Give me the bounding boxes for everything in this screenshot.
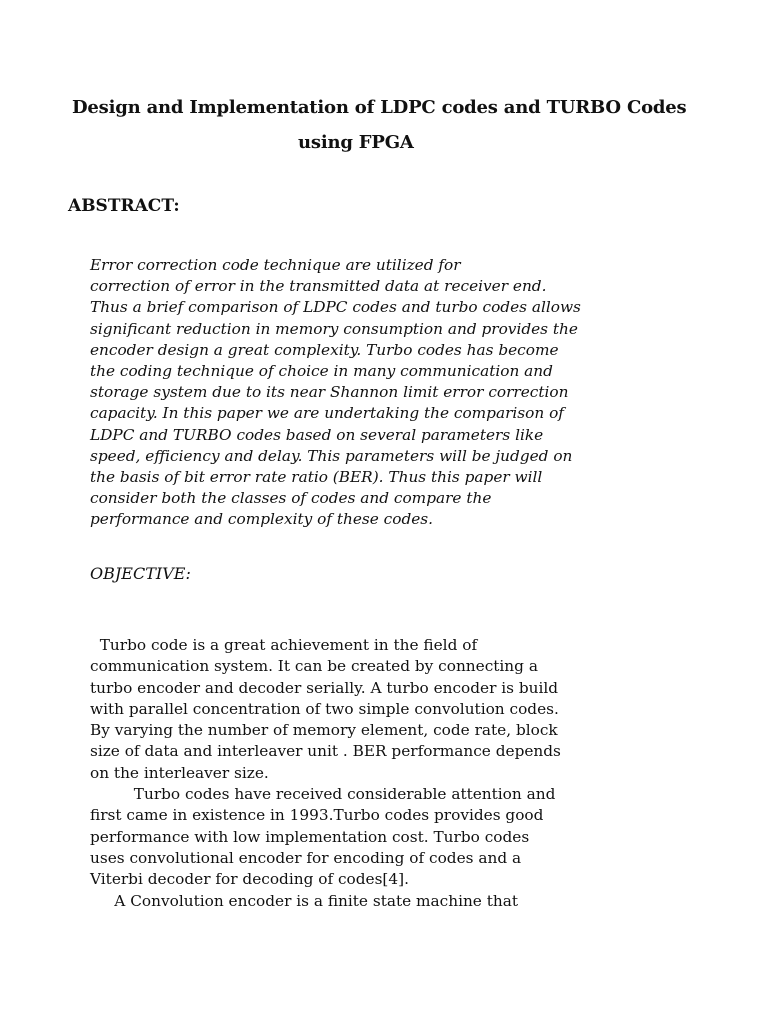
abstract-line: Error correction code technique are utilized for xyxy=(90,256,461,274)
abstract-paragraph xyxy=(90,255,581,531)
body-line: performance with low implementation cost. Turbo codes xyxy=(90,827,530,846)
body-line: A Convolution encoder is a finite state machine that xyxy=(90,891,518,910)
abstract-line: consider both the classes of codes and compare the xyxy=(90,489,492,508)
objective-heading: OBJECTIVE: xyxy=(90,564,191,583)
body-line: communication system. It can be created by connecting a xyxy=(90,657,538,676)
abstract-heading: ABSTRACT: xyxy=(68,196,180,216)
body-line: Viterbi decoder for decoding of codes[4]. xyxy=(90,870,409,889)
abstract-line: storage system due to its near Shannon limit error correction xyxy=(90,383,569,402)
document-title-line-2: using FPGA xyxy=(298,132,414,153)
body-line: uses convolutional encoder for encoding of codes and a xyxy=(90,848,522,867)
body-line: Turbo code is a great achievement in the field of xyxy=(90,636,478,654)
body-line: size of data and interleaver unit . BER performance depends xyxy=(90,742,561,761)
abstract-line: LDPC and TURBO codes based on several parameters like xyxy=(90,425,544,444)
abstract-line: performance and complexity of these codes. xyxy=(90,510,433,529)
abstract-line: Thus a brief comparison of LDPC codes and turbo codes allows xyxy=(90,298,581,317)
abstract-line: capacity. In this paper we are undertaking the comparison of xyxy=(90,404,564,423)
abstract-line: significant reduction in memory consumption and provides the xyxy=(90,319,578,338)
document-title-line-1: Design and Implementation of LDPC codes and TURBO Codes xyxy=(72,97,687,118)
body-line: on the interleaver size. xyxy=(90,763,269,782)
body-line: with parallel concentration of two simple convolution codes. xyxy=(90,699,559,718)
abstract-line: correction of error in the transmitted data at receiver end. xyxy=(90,277,547,296)
body-line: By varying the number of memory element, code rate, block xyxy=(90,721,558,740)
abstract-line: the coding technique of choice in many communication and xyxy=(90,362,553,381)
abstract-line: speed, efficiency and delay. This parameters will be judged on xyxy=(90,446,573,465)
body-line: first came in existence in 1993.Turbo codes provides good xyxy=(90,806,544,825)
body-line: turbo encoder and decoder serially. A turbo encoder is build xyxy=(90,678,559,697)
abstract-line: the basis of bit error rate ratio (BER). Thus this paper will xyxy=(90,468,543,487)
objective-paragraph xyxy=(90,635,560,912)
abstract-line: encoder design a great complexity. Turbo codes has become xyxy=(90,340,559,359)
body-line: Turbo codes have received considerable attention and xyxy=(90,785,556,804)
